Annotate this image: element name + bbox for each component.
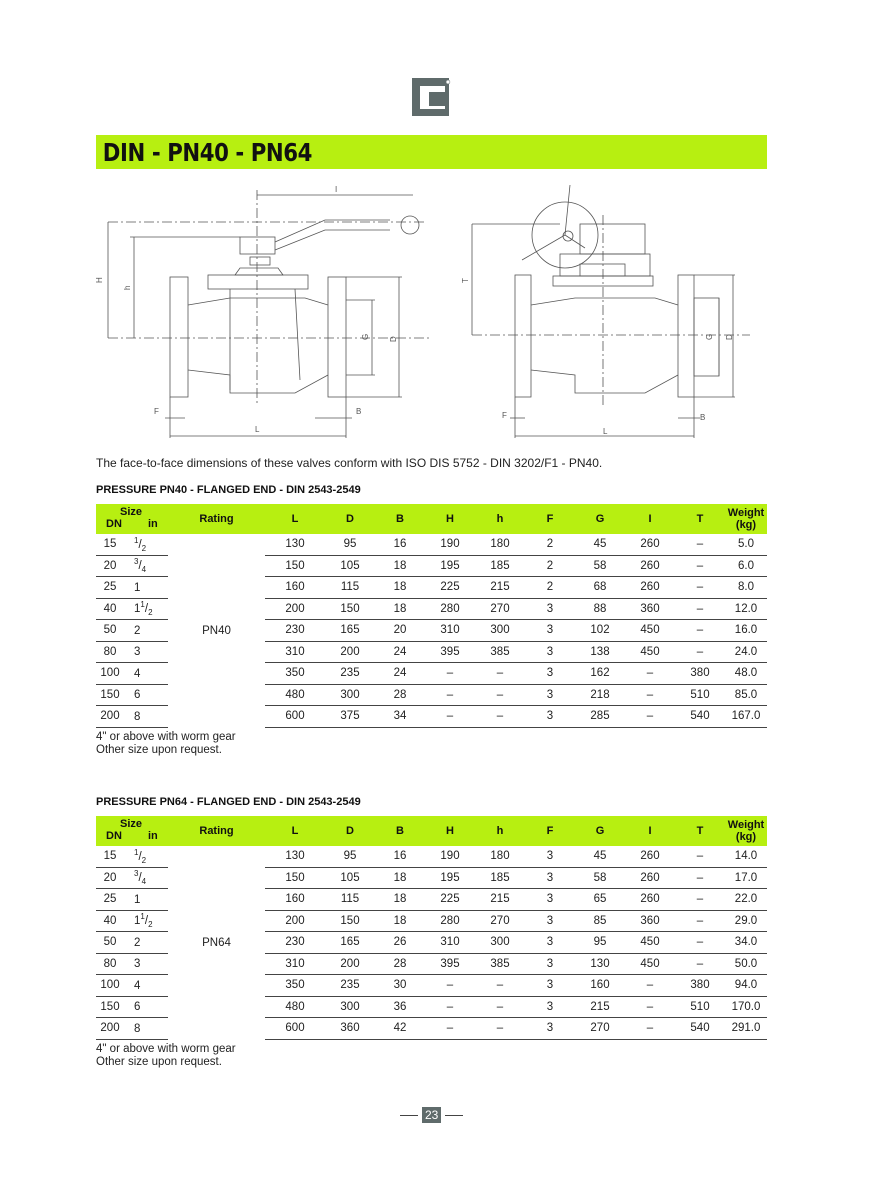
cell-B: 18	[375, 577, 425, 599]
cell-F: 3	[525, 910, 575, 932]
cell-F: 2	[525, 534, 575, 555]
cell-rating: PN64	[202, 936, 231, 949]
col-D: D	[325, 816, 375, 846]
cell-G: 68	[575, 577, 625, 599]
col-size: Size	[120, 506, 143, 518]
col-F: F	[525, 816, 575, 846]
cell-L: 200	[265, 598, 325, 620]
cell-H: 190	[425, 534, 475, 555]
cell-G: 58	[575, 555, 625, 577]
cell-W: 170.0	[725, 996, 767, 1018]
cell-dn: 25	[96, 889, 124, 911]
cell-L: 130	[265, 846, 325, 867]
cell-in: $^3/_4$	[124, 555, 168, 577]
cell-T: –	[675, 620, 725, 642]
cell-in: $^3/_4$	[124, 867, 168, 889]
cell-in: 3	[124, 953, 168, 975]
cell-D: 235	[325, 975, 375, 997]
col-in: in	[148, 518, 158, 530]
cell-D: 360	[325, 1018, 375, 1040]
cell-G: 85	[575, 910, 625, 932]
cell-G: 138	[575, 641, 625, 663]
cell-in: 6	[124, 684, 168, 706]
pn64-footnotes: 4" or above with worm gear Other size upon request.	[96, 1043, 236, 1068]
cell-H: 190	[425, 846, 475, 867]
cell-T: –	[675, 577, 725, 599]
cell-B: 16	[375, 534, 425, 555]
cell-dn: 50	[96, 932, 124, 954]
cell-D: 150	[325, 598, 375, 620]
lever-valve-drawing	[90, 180, 440, 440]
table-header-row	[96, 816, 767, 846]
cell-I: 450	[625, 620, 675, 642]
cell-T: –	[675, 555, 725, 577]
col-h: h	[475, 816, 525, 846]
cell-L: 600	[265, 706, 325, 728]
page-number	[400, 1107, 463, 1123]
cell-B: 26	[375, 932, 425, 954]
cell-h: 300	[475, 620, 525, 642]
cell-L: 230	[265, 932, 325, 954]
cell-H: 280	[425, 910, 475, 932]
cell-h: –	[475, 706, 525, 728]
cell-dn: 50	[96, 620, 124, 642]
cell-H: –	[425, 684, 475, 706]
cell-dn: 40	[96, 598, 124, 620]
cell-T: 380	[675, 663, 725, 685]
cell-L: 310	[265, 641, 325, 663]
cell-h: 215	[475, 577, 525, 599]
cell-B: 24	[375, 641, 425, 663]
cell-in: 1	[124, 577, 168, 599]
cell-F: 3	[525, 889, 575, 911]
cell-H: 310	[425, 932, 475, 954]
cell-H: –	[425, 1018, 475, 1040]
cell-D: 115	[325, 889, 375, 911]
cell-h: 185	[475, 555, 525, 577]
col-B: B	[375, 504, 425, 534]
cell-I: 360	[625, 598, 675, 620]
col-dn: DN	[106, 518, 122, 530]
cell-B: 18	[375, 555, 425, 577]
col-h: h	[475, 504, 525, 534]
cell-in: 8	[124, 706, 168, 728]
cell-in: 2	[124, 932, 168, 954]
svg-text:h: h	[123, 285, 132, 290]
cell-W: 34.0	[725, 932, 767, 954]
cell-D: 150	[325, 910, 375, 932]
cell-I: 260	[625, 577, 675, 599]
svg-text:H: H	[95, 277, 104, 283]
cell-G: 215	[575, 996, 625, 1018]
cell-L: 160	[265, 577, 325, 599]
cell-L: 200	[265, 910, 325, 932]
cell-D: 95	[325, 846, 375, 867]
cell-W: 22.0	[725, 889, 767, 911]
col-H: H	[425, 504, 475, 534]
cell-H: 225	[425, 889, 475, 911]
cell-in: 6	[124, 996, 168, 1018]
cell-H: 225	[425, 577, 475, 599]
divider	[400, 1115, 418, 1116]
col-T: T	[675, 816, 725, 846]
cell-D: 95	[325, 534, 375, 555]
cell-D: 105	[325, 555, 375, 577]
col-I: I	[625, 504, 675, 534]
cell-in: 8	[124, 1018, 168, 1040]
cell-W: 85.0	[725, 684, 767, 706]
col-D: D	[325, 504, 375, 534]
cell-W: 291.0	[725, 1018, 767, 1040]
col-rating: Rating	[168, 816, 265, 846]
cell-I: –	[625, 996, 675, 1018]
cell-W: 48.0	[725, 663, 767, 685]
cell-F: 3	[525, 996, 575, 1018]
page-title: DIN - PN40 - PN64	[102, 138, 313, 167]
gear-valve-drawing	[450, 180, 770, 440]
cell-T: 510	[675, 684, 725, 706]
cell-I: 260	[625, 889, 675, 911]
cell-h: 270	[475, 910, 525, 932]
cell-in: 4	[124, 975, 168, 997]
cell-D: 300	[325, 684, 375, 706]
cell-D: 165	[325, 620, 375, 642]
cell-I: –	[625, 684, 675, 706]
cell-T: –	[675, 910, 725, 932]
cell-H: –	[425, 996, 475, 1018]
cell-L: 310	[265, 953, 325, 975]
cell-I: –	[625, 663, 675, 685]
cell-H: –	[425, 706, 475, 728]
cell-B: 42	[375, 1018, 425, 1040]
svg-text:G: G	[705, 333, 714, 340]
cell-B: 34	[375, 706, 425, 728]
cell-dn: 200	[96, 706, 124, 728]
pn40-spec-table	[96, 504, 767, 728]
cell-H: 310	[425, 620, 475, 642]
cell-h: –	[475, 1018, 525, 1040]
cell-G: 88	[575, 598, 625, 620]
cell-F: 3	[525, 684, 575, 706]
cell-F: 3	[525, 706, 575, 728]
cell-dn: 20	[96, 867, 124, 889]
svg-text:D: D	[389, 336, 398, 342]
cell-F: 3	[525, 846, 575, 867]
cell-h: –	[475, 684, 525, 706]
cell-W: 29.0	[725, 910, 767, 932]
cell-H: 195	[425, 867, 475, 889]
cell-h: –	[475, 996, 525, 1018]
svg-text:I: I	[335, 185, 338, 194]
svg-text:L: L	[603, 427, 608, 436]
cell-dn: 15	[96, 534, 124, 555]
cell-T: –	[675, 932, 725, 954]
cell-W: 8.0	[725, 577, 767, 599]
cell-L: 600	[265, 1018, 325, 1040]
cell-in: 4	[124, 663, 168, 685]
cell-dn: 40	[96, 910, 124, 932]
cell-I: 450	[625, 932, 675, 954]
cell-dn: 25	[96, 577, 124, 599]
svg-text:B: B	[356, 407, 362, 416]
cell-W: 14.0	[725, 846, 767, 867]
pn64-table-body	[96, 846, 767, 1039]
cell-T: –	[675, 846, 725, 867]
pn40-table-title: PRESSURE PN40 - FLANGED END - DIN 2543-2549	[96, 484, 361, 496]
cell-B: 18	[375, 910, 425, 932]
cell-L: 130	[265, 534, 325, 555]
cell-B: 20	[375, 620, 425, 642]
cell-T: –	[675, 889, 725, 911]
cell-D: 105	[325, 867, 375, 889]
cell-I: 260	[625, 867, 675, 889]
cell-h: 180	[475, 846, 525, 867]
cell-G: 270	[575, 1018, 625, 1040]
cell-in: $1^1/_2$	[124, 910, 168, 932]
cell-T: –	[675, 534, 725, 555]
cell-h: 385	[475, 953, 525, 975]
col-L: L	[265, 504, 325, 534]
cell-F: 3	[525, 641, 575, 663]
cell-in: $^1/_2$	[124, 534, 168, 555]
cell-I: 450	[625, 641, 675, 663]
cell-L: 150	[265, 555, 325, 577]
cell-B: 36	[375, 996, 425, 1018]
cell-dn: 100	[96, 975, 124, 997]
cell-D: 235	[325, 663, 375, 685]
divider	[445, 1115, 463, 1116]
cell-dn: 20	[96, 555, 124, 577]
table-row	[96, 846, 767, 867]
cell-G: 218	[575, 684, 625, 706]
cell-F: 2	[525, 555, 575, 577]
cell-h: –	[475, 663, 525, 685]
cell-B: 28	[375, 953, 425, 975]
col-L: L	[265, 816, 325, 846]
col-rating: Rating	[168, 504, 265, 534]
cell-h: 270	[475, 598, 525, 620]
cell-T: –	[675, 641, 725, 663]
cell-G: 58	[575, 867, 625, 889]
cell-F: 3	[525, 663, 575, 685]
pn64-spec-table	[96, 816, 767, 1040]
cell-I: 260	[625, 555, 675, 577]
cell-dn: 80	[96, 641, 124, 663]
cell-W: 5.0	[725, 534, 767, 555]
cell-dn: 15	[96, 846, 124, 867]
cell-rating: PN40	[202, 624, 231, 637]
cell-dn: 200	[96, 1018, 124, 1040]
cell-dn: 150	[96, 684, 124, 706]
cell-G: 95	[575, 932, 625, 954]
cell-B: 30	[375, 975, 425, 997]
title-bar	[96, 135, 767, 169]
cell-H: 395	[425, 953, 475, 975]
cell-G: 160	[575, 975, 625, 997]
svg-text:D: D	[725, 334, 734, 340]
cell-G: 65	[575, 889, 625, 911]
cell-I: –	[625, 1018, 675, 1040]
cell-h: –	[475, 975, 525, 997]
cell-in: 2	[124, 620, 168, 642]
cell-G: 45	[575, 846, 625, 867]
standards-note: The face-to-face dimensions of these valves conform with ISO DIS 5752 - DIN 3202/F1 - PN40.	[96, 456, 603, 470]
cell-I: –	[625, 975, 675, 997]
cell-W: 94.0	[725, 975, 767, 997]
cell-W: 17.0	[725, 867, 767, 889]
page-number-value: 23	[422, 1107, 441, 1123]
cell-T: 540	[675, 1018, 725, 1040]
cell-D: 300	[325, 996, 375, 1018]
cell-H: 395	[425, 641, 475, 663]
cell-W: 16.0	[725, 620, 767, 642]
cell-I: 260	[625, 846, 675, 867]
cell-T: 540	[675, 706, 725, 728]
cell-T: 510	[675, 996, 725, 1018]
cell-W: 6.0	[725, 555, 767, 577]
cell-B: 28	[375, 684, 425, 706]
pn40-table-body	[96, 534, 767, 727]
cell-L: 150	[265, 867, 325, 889]
cell-in: $^1/_2$	[124, 846, 168, 867]
cell-B: 18	[375, 889, 425, 911]
cell-B: 18	[375, 867, 425, 889]
cell-G: 130	[575, 953, 625, 975]
cell-H: –	[425, 975, 475, 997]
company-logo	[412, 78, 452, 116]
cell-h: 180	[475, 534, 525, 555]
cell-F: 3	[525, 1018, 575, 1040]
cell-W: 50.0	[725, 953, 767, 975]
cell-F: 3	[525, 620, 575, 642]
table-header-row	[96, 504, 767, 534]
cell-F: 3	[525, 975, 575, 997]
col-weight: Weight (kg)	[725, 816, 767, 846]
col-weight: Weight (kg)	[725, 504, 767, 534]
cell-T: 380	[675, 975, 725, 997]
cell-I: 360	[625, 910, 675, 932]
cell-L: 160	[265, 889, 325, 911]
cell-G: 162	[575, 663, 625, 685]
cell-F: 3	[525, 598, 575, 620]
table-row	[96, 534, 767, 555]
cell-D: 375	[325, 706, 375, 728]
cell-G: 285	[575, 706, 625, 728]
svg-text:F: F	[502, 411, 507, 420]
cell-L: 480	[265, 684, 325, 706]
col-size: Size	[120, 818, 143, 830]
svg-text:L: L	[255, 425, 260, 434]
cell-in: 1	[124, 889, 168, 911]
cell-D: 200	[325, 953, 375, 975]
cell-L: 230	[265, 620, 325, 642]
cell-F: 3	[525, 953, 575, 975]
cell-D: 200	[325, 641, 375, 663]
cell-W: 167.0	[725, 706, 767, 728]
cell-in: $1^1/_2$	[124, 598, 168, 620]
cell-h: 185	[475, 867, 525, 889]
cell-L: 350	[265, 975, 325, 997]
cell-D: 115	[325, 577, 375, 599]
cell-F: 3	[525, 932, 575, 954]
cell-G: 45	[575, 534, 625, 555]
svg-text:G: G	[361, 333, 370, 340]
cell-W: 24.0	[725, 641, 767, 663]
cell-F: 3	[525, 867, 575, 889]
cell-L: 350	[265, 663, 325, 685]
cell-I: 260	[625, 534, 675, 555]
cell-G: 102	[575, 620, 625, 642]
cell-in: 3	[124, 641, 168, 663]
col-H: H	[425, 816, 475, 846]
cell-T: –	[675, 598, 725, 620]
cell-F: 2	[525, 577, 575, 599]
cell-dn: 150	[96, 996, 124, 1018]
cell-H: –	[425, 663, 475, 685]
cell-W: 12.0	[725, 598, 767, 620]
col-F: F	[525, 504, 575, 534]
cell-H: 195	[425, 555, 475, 577]
cell-L: 480	[265, 996, 325, 1018]
col-in: in	[148, 830, 158, 842]
col-G: G	[575, 816, 625, 846]
cell-T: –	[675, 953, 725, 975]
svg-text:F: F	[154, 407, 159, 416]
col-B: B	[375, 816, 425, 846]
cell-B: 16	[375, 846, 425, 867]
col-I: I	[625, 816, 675, 846]
cell-B: 18	[375, 598, 425, 620]
cell-h: 385	[475, 641, 525, 663]
svg-text:T: T	[461, 278, 470, 283]
cell-T: –	[675, 867, 725, 889]
cell-h: 300	[475, 932, 525, 954]
col-G: G	[575, 504, 625, 534]
cell-H: 280	[425, 598, 475, 620]
col-T: T	[675, 504, 725, 534]
cell-dn: 100	[96, 663, 124, 685]
cell-D: 165	[325, 932, 375, 954]
svg-text:B: B	[700, 413, 706, 422]
pn64-table-title: PRESSURE PN64 - FLANGED END - DIN 2543-2549	[96, 796, 361, 808]
cell-h: 215	[475, 889, 525, 911]
cell-B: 24	[375, 663, 425, 685]
col-dn: DN	[106, 830, 122, 842]
pn40-footnotes: 4" or above with worm gear Other size upon request.	[96, 731, 236, 756]
cell-I: –	[625, 706, 675, 728]
cell-dn: 80	[96, 953, 124, 975]
cell-I: 450	[625, 953, 675, 975]
